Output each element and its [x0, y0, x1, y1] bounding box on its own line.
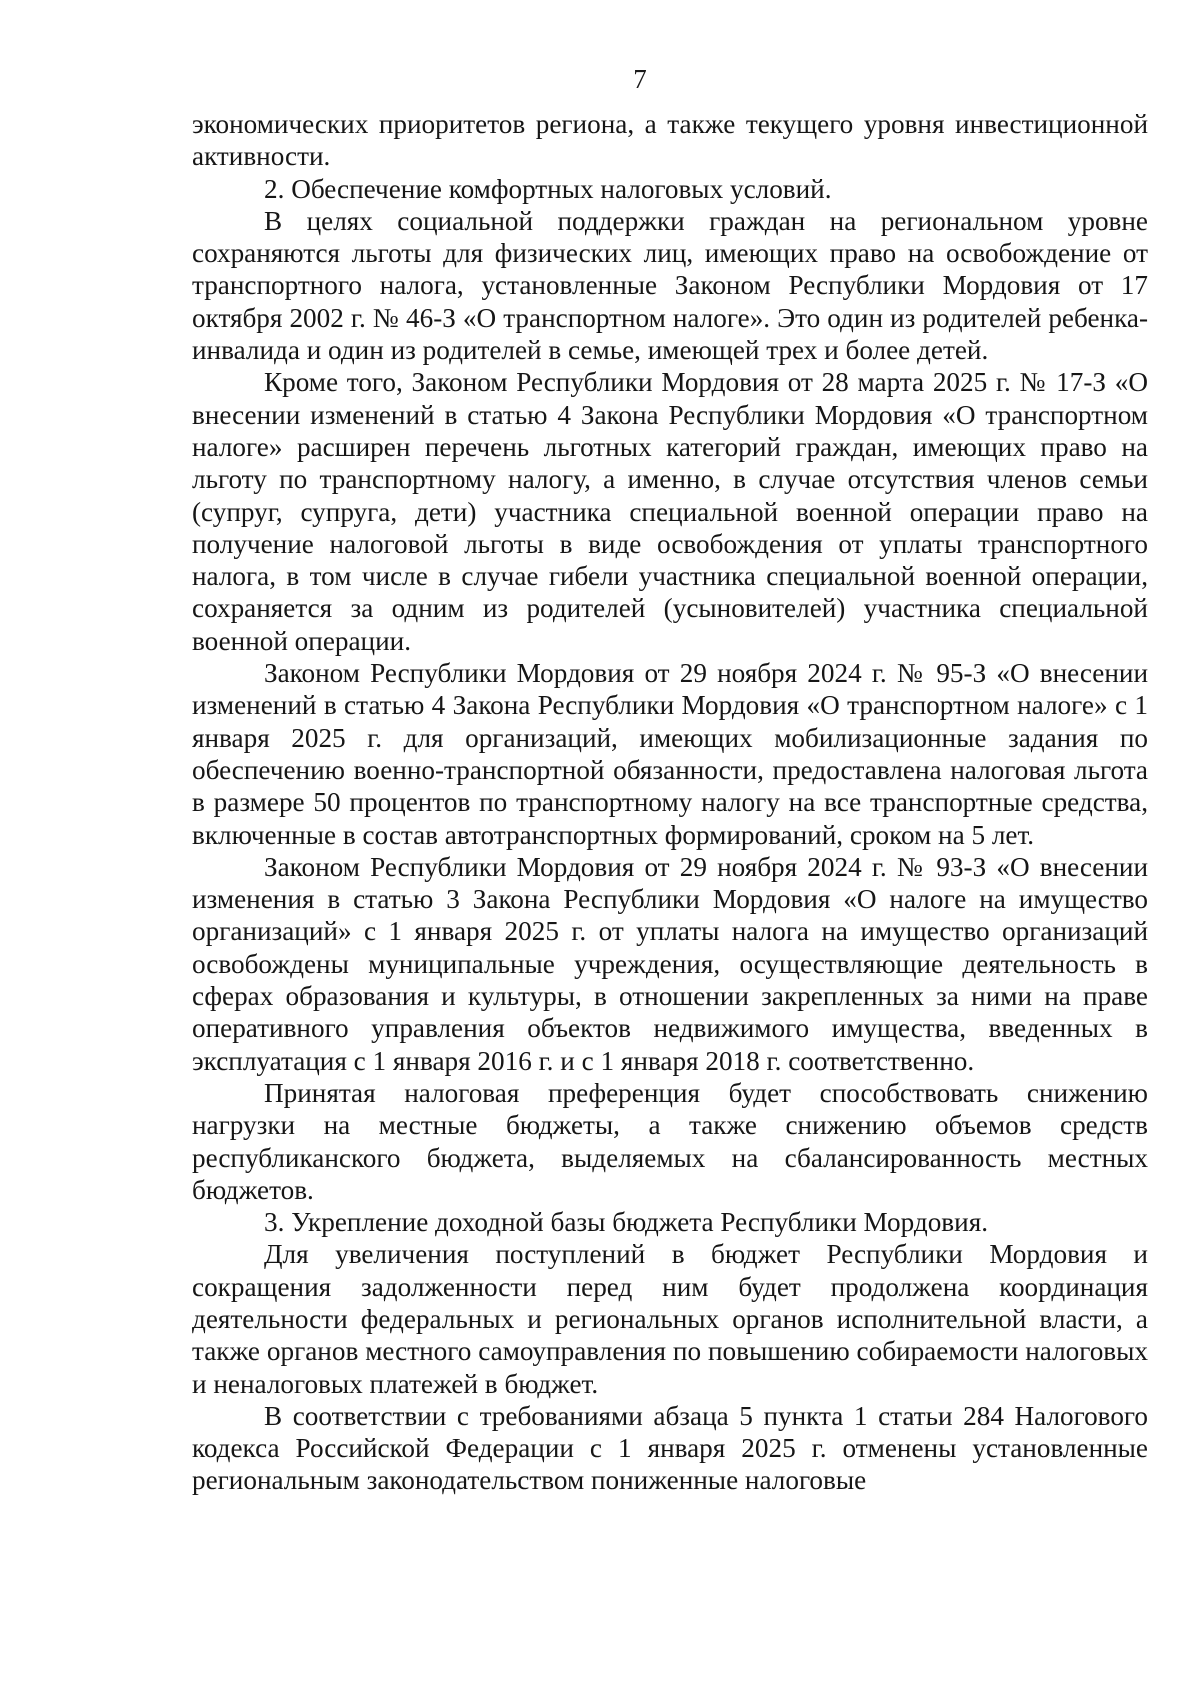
paragraph-tax-preference: Принятая налоговая преференция будет способствовать снижению нагрузки на местные бюджеты, а также снижению объемов средств республиканского бюджета, выделяемых на сбалансированность местных бюджетов.: [192, 1077, 1148, 1205]
paragraph-law-95-z: Законом Республики Мордовия от 29 ноября 2024 г. № 95-З «О внесении изменений в статью 4 Закона Республики Мордовия «О транспортном налоге» с 1 января 2025 г. для организаций, имеющих мобилизационные задания по обеспечению военно-транспортной обязанности, предоставлена налоговая льгота в размере 50 процентов по транспортному налогу на все транспортные средства, включенные в состав автотранспортных формирований, сроком на 5 лет.: [192, 658, 1148, 850]
paragraph-tax-code-284: В соответствии с требованиями абзаца 5 пункта 1 статьи 284 Налогового кодекса Российской Федерации с 1 января 2025 г. отменены установленные региональным законодательством пониженные налоговые: [192, 1400, 1148, 1496]
paragraph-revenue-coordination: Для увеличения поступлений в бюджет Республики Мордовия и сокращения задолженности перед ним будет продолжена координация деятельности федеральных и региональных органов исполнительной власти, а также органов местного самоуправления по повышению собираемости налоговых и неналоговых платежей в бюджет.: [192, 1239, 1148, 1399]
paragraph-law-93-z: Законом Республики Мордовия от 29 ноября 2024 г. № 93-З «О внесении изменения в статью 3 Закона Республики Мордовия «О налоге на имущество организаций» с 1 января 2025 г. от уплаты налога на имущество организаций освобождены муниципальные учреждения, осуществляющие деятельность в сферах образования и культуры, в отношении закрепленных за ними на праве оперативного управления объектов недвижимого имущества, введенных в эксплуатация с 1 января 2016 г. и с 1 января 2018 г. соответственно.: [192, 851, 1148, 1076]
paragraph-social-support: В целях социальной поддержки граждан на региональном уровне сохраняются льготы для физических лиц, имеющих право на освобождение от транспортного налога, установленные Законом Республики Мордовия от 17 октября 2002 г. № 46-З «О транспортном налоге». Это один из родителей ребенка-инвалида и один из родителей в семье, имеющей трех и более детей.: [192, 205, 1148, 366]
page-number: 7: [633, 64, 647, 94]
paragraph-continuation: экономических приоритетов региона, а также текущего уровня инвестиционной активности.: [192, 109, 1148, 172]
section-heading-2: 2. Обеспечение комфортных налоговых условий.: [264, 173, 832, 204]
paragraph-law-17-z: Кроме того, Законом Республики Мордовия от 28 марта 2025 г. № 17-З «О внесении изменений в статью 4 Закона Республики Мордовия «О транспортном налоге» расширен перечень льготных категорий граждан, имеющих право на льготу по транспортному налогу, а именно, в случае отсутствия членов семьи (супруг, супруга, дети) участника специальной военной операции право на получение налоговой льготы в виде освобождения от уплаты транспортного налога, в том числе в случае гибели участника специальной военной операции, сохраняется за одним из родителей (усыновителей) участника специальной военной операции.: [192, 367, 1148, 656]
section-heading-3: 3. Укрепление доходной базы бюджета Республики Мордовия.: [264, 1207, 988, 1238]
document-body: [192, 108, 1148, 1497]
